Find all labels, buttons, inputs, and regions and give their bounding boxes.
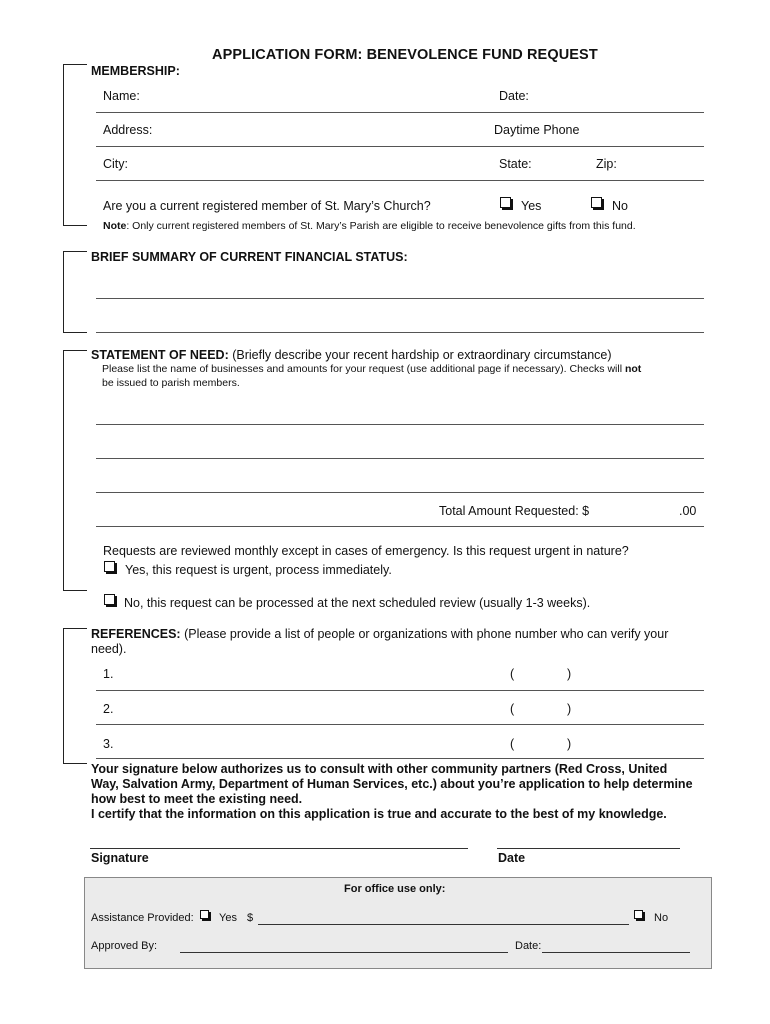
reference-2-phone-close: )	[567, 702, 572, 716]
need-line-3[interactable]	[96, 492, 704, 493]
assistance-no-checkbox[interactable]	[634, 910, 643, 919]
need-line-1[interactable]	[96, 424, 704, 425]
date-label: Date:	[499, 89, 529, 103]
reference-1-phone-close: )	[567, 667, 572, 681]
office-date-line[interactable]	[542, 952, 690, 953]
financial-line-2[interactable]	[96, 332, 704, 333]
need-heading: STATEMENT OF NEED:	[91, 348, 229, 362]
approved-line[interactable]	[180, 952, 508, 953]
phone-label: Daytime Phone	[494, 123, 580, 137]
references-heading-note-2: need).	[91, 642, 127, 656]
signature-line[interactable]	[90, 848, 468, 849]
state-label: State:	[499, 157, 532, 171]
member-yes-label: Yes	[521, 199, 542, 213]
references-heading-note: (Please provide a list of people or organizations with phone number who can verify your	[180, 627, 669, 641]
assistance-yes-checkbox[interactable]	[200, 910, 209, 919]
need-instructions	[102, 363, 641, 375]
name-date-line[interactable]	[96, 112, 704, 113]
urgent-label: Yes, this request is urgent, process immediately.	[125, 563, 392, 577]
references-heading: REFERENCES:	[91, 627, 181, 641]
office-heading: For office use only:	[344, 883, 446, 895]
reference-3-number: 3.	[103, 737, 114, 751]
member-yes-checkbox[interactable]	[500, 197, 511, 208]
authorization-line-4: I certify that the information on this application is true and accurate to the best of my knowledge.	[91, 807, 667, 821]
reference-3-line[interactable]	[96, 758, 704, 759]
not-urgent-label: No, this request can be processed at the next scheduled review (usually 1-3 weeks).	[124, 596, 591, 610]
reference-1-line[interactable]	[96, 690, 704, 691]
urgent-checkbox[interactable]	[104, 561, 115, 572]
page-title: APPLICATION FORM: BENEVOLENCE FUND REQUEST	[212, 47, 598, 63]
signature-date-label: Date	[498, 851, 526, 865]
authorization-line-1: Your signature below authorizes us to consult with other community partners (Red Cross, United	[91, 762, 668, 776]
assistance-yes-label: Yes	[219, 912, 237, 924]
membership-note	[103, 220, 636, 232]
reference-2-phone-open: (	[510, 702, 515, 716]
assistance-no-label: No	[654, 912, 669, 924]
member-no-label: No	[612, 199, 628, 213]
total-cents: .00	[679, 504, 697, 518]
references-heading-row	[91, 627, 668, 641]
need-instructions-not: not	[624, 363, 642, 375]
reference-3-phone-open: (	[510, 737, 515, 751]
financial-heading: BRIEF SUMMARY OF CURRENT FINANCIAL STATUS:	[91, 250, 408, 264]
financial-line-1[interactable]	[96, 298, 704, 299]
address-phone-line[interactable]	[96, 146, 704, 147]
reference-2-line[interactable]	[96, 724, 704, 725]
approved-label: Approved By:	[91, 940, 158, 952]
signature-label: Signature	[91, 851, 149, 865]
need-instructions-line2: be issued to parish members.	[102, 377, 240, 389]
city-state-zip-line[interactable]	[96, 180, 704, 181]
not-urgent-checkbox[interactable]	[104, 594, 115, 605]
need-instructions-text: Please list the name of businesses and amounts for your request (use additional page if necessary). Checks will	[102, 363, 625, 375]
note-label: Note	[103, 220, 127, 232]
member-no-checkbox[interactable]	[591, 197, 602, 208]
authorization-line-3: how best to meet the existing need.	[91, 792, 303, 806]
reference-1-phone-open: (	[510, 667, 515, 681]
assistance-dollar: $	[247, 912, 254, 924]
assistance-amount-line[interactable]	[258, 924, 629, 925]
name-label: Name:	[103, 89, 140, 103]
review-question: Requests are reviewed monthly except in cases of emergency. Is this request urgent in nature?	[103, 544, 629, 558]
address-label: Address:	[103, 123, 153, 137]
zip-label: Zip:	[596, 157, 617, 171]
need-line-2[interactable]	[96, 458, 704, 459]
note-text: : Only current registered members of St. Mary’s Parish are eligible to receive benevolence gifts from this fund.	[126, 220, 636, 232]
total-line[interactable]	[96, 526, 704, 527]
member-question: Are you a current registered member of St. Mary’s Church?	[103, 199, 431, 213]
need-heading-row	[91, 348, 612, 362]
signature-date-line[interactable]	[497, 848, 680, 849]
membership-heading: MEMBERSHIP:	[91, 64, 180, 78]
total-label: Total Amount Requested: $	[439, 504, 590, 518]
assistance-label: Assistance Provided:	[91, 912, 194, 924]
need-heading-note: (Briefly describe your recent hardship or extraordinary circumstance)	[228, 348, 612, 362]
reference-2-number: 2.	[103, 702, 114, 716]
office-date-label: Date:	[515, 940, 542, 952]
city-label: City:	[103, 157, 128, 171]
reference-1-number: 1.	[103, 667, 114, 681]
reference-3-phone-close: )	[567, 737, 572, 751]
authorization-line-2: Way, Salvation Army, Department of Human Services, etc.) about you’re application to help determine	[91, 777, 693, 791]
